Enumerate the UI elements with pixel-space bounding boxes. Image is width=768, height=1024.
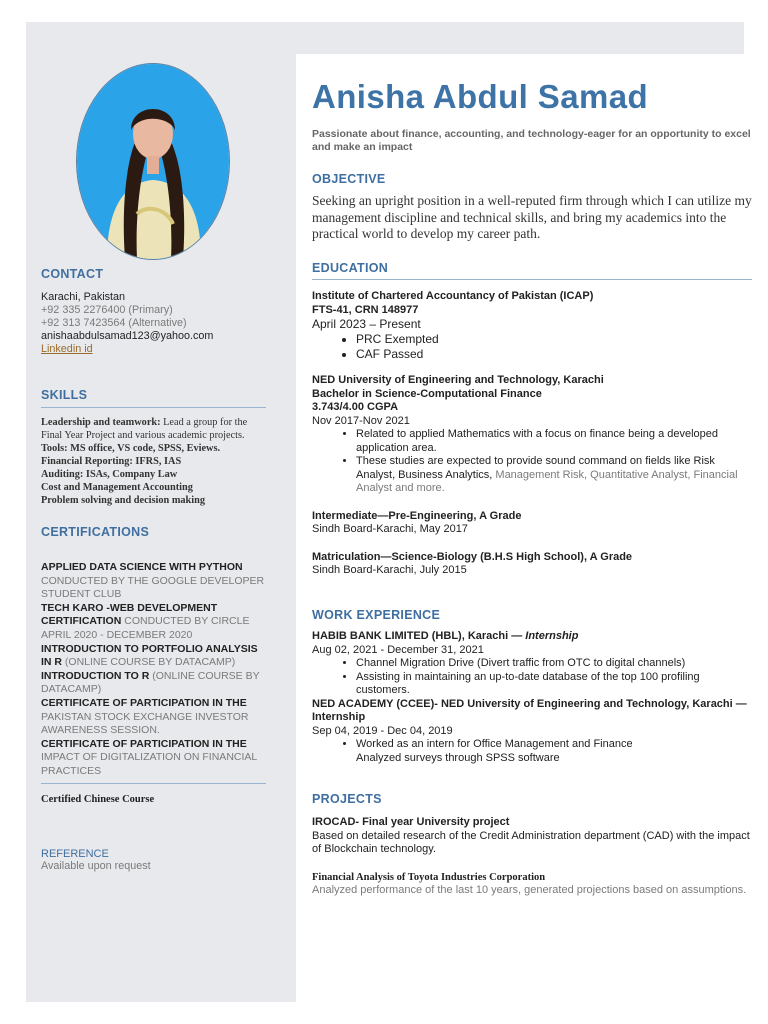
ned-academy-date: Sep 04, 2019 - Dec 04, 2019 xyxy=(312,724,453,737)
contact-section xyxy=(41,267,266,356)
contact-phone-alternative: +92 313 7423564 (Alternative) xyxy=(41,317,187,329)
work-experience-section xyxy=(312,608,752,765)
skill-financial-reporting: Financial Reporting: IFRS, IAS xyxy=(41,456,182,467)
contact-heading: CONTACT xyxy=(41,267,104,281)
intermediate-title: Intermediate—Pre-Engineering, A Grade xyxy=(312,509,522,522)
cert-portfolio-analysis: INTRODUCTION TO PORTFOLIO ANALYSIS IN R (ONLINE COURSE BY DATACAMP) xyxy=(41,642,258,669)
ned-academy-line-2: Analyzed surveys through SPSS software xyxy=(356,751,560,764)
cert-psx-desc: PAKISTAN STOCK EXCHANGE INVESTOR AWARENESS SESSION. xyxy=(41,710,249,737)
cert-digitalization-desc: IMPACT OF DIGITALIZATION ON FINANCIAL PRACTICES xyxy=(41,751,257,777)
hbl-date: Aug 02, 2021 - December 31, 2021 xyxy=(312,643,484,656)
cert-tech-karo-date: APRIL 2020 - DECEMBER 2020 xyxy=(41,628,193,641)
skill-auditing: Auditing: ISAs, Company Law xyxy=(41,469,178,480)
ned-bullet-2: • These studies are expected to provide sound command on fields like Risk Analyst, Business Analytics, Management Risk, Quantitative Analyst, Financial Analyst and more. xyxy=(356,455,752,496)
contact-phone-primary: +92 335 2276400 (Primary) xyxy=(41,304,173,316)
cert-psx-title: CERTIFICATE OF PARTICIPATION IN THE xyxy=(41,696,247,709)
education-section xyxy=(312,261,752,578)
intermediate-board: Sindh Board-Karachi, May 2017 xyxy=(312,523,468,535)
certifications-divider xyxy=(41,783,266,784)
header xyxy=(312,78,752,154)
projects-section xyxy=(312,792,752,898)
ned-institution: NED University of Engineering and Technology, Karachi xyxy=(312,374,604,386)
matriculation-board: Sindh Board-Karachi, July 2015 xyxy=(312,564,467,576)
icap-caf-passed: • CAF Passed xyxy=(356,347,752,362)
hbl-title: HABIB BANK LIMITED (HBL), Karachi — Internship xyxy=(312,630,579,642)
icap-prc-exempted: • PRC Exempted xyxy=(356,332,752,347)
certifications-heading: CERTIFICATIONS xyxy=(41,525,150,539)
cert-tech-karo: TECH KARO -WEB DEVELOPMENT CERTIFICATION CONDUCTED BY CIRCLE xyxy=(41,601,250,628)
cert-applied-data-science-desc: CONDUCTED BY THE GOOGLE DEVELOPER STUDENT CLUB xyxy=(41,574,265,601)
header-band xyxy=(296,22,744,54)
matriculation-title: Matriculation—Science-Biology (B.H.S High School), A Grade xyxy=(312,550,633,563)
skill-tools: Tools: MS office, VS code, SPSS, Eviews. xyxy=(41,443,221,454)
ned-cgpa: 3.743/4.00 CGPA xyxy=(312,401,399,413)
project-irocad-description: Based on detailed research of the Credit Administration department (CAD) with the impact of Blockchain technology. xyxy=(312,829,750,855)
contact-city: Karachi, Pakistan xyxy=(41,291,126,303)
tagline: Passionate about finance, accounting, and technology-eager for an opportunity to excel and make an impact xyxy=(312,128,751,153)
work-experience-heading: WORK EXPERIENCE xyxy=(312,608,441,622)
skills-heading: SKILLS xyxy=(41,388,266,408)
skill-leadership: Leadership and teamwork: Lead a group for the Final Year Project and various academic projects. xyxy=(41,417,248,441)
hbl-bullet-2: • Assisting in maintaining an up-to-date database of the top 100 profiling customers. xyxy=(356,671,752,698)
education-heading: EDUCATION xyxy=(312,261,752,280)
ned-date: Nov 2017-Nov 2021 xyxy=(312,414,410,427)
contact-email[interactable]: anishaabdulsamad123@yahoo.com xyxy=(41,330,214,342)
certifications-section xyxy=(41,525,266,805)
project-toyota-title: Financial Analysis of Toyota Industries Corporation xyxy=(312,871,546,883)
icap-date: April 2023 – Present xyxy=(312,317,421,331)
skill-cost-accounting: Cost and Management Accounting xyxy=(41,482,193,493)
reference-heading: REFERENCE xyxy=(41,848,109,860)
project-toyota-description: Analyzed performance of the last 10 years, generated projections based on assumptions. xyxy=(312,884,747,896)
icap-id: FTS-41, CRN 148977 xyxy=(312,303,419,316)
skill-problem-solving: Problem solving and decision making xyxy=(41,495,206,506)
candidate-name: Anisha Abdul Samad xyxy=(312,78,649,115)
ned-bullet-1: • Related to applied Mathematics with a focus on finance being a developed application area. xyxy=(356,428,752,455)
reference-section xyxy=(41,848,266,873)
ned-degree: Bachelor in Science-Computational Finance xyxy=(312,387,542,400)
project-irocad-title: IROCAD- Final year University project xyxy=(312,816,510,828)
icap-institution: Institute of Chartered Accountancy of Pakistan (ICAP) xyxy=(312,290,594,302)
objective-heading: OBJECTIVE xyxy=(312,172,386,186)
projects-heading: PROJECTS xyxy=(312,792,382,806)
ned-academy-bullet-1: • Worked as an intern for Office Management and Finance xyxy=(356,738,752,752)
cert-digitalization-title: CERTIFICATE OF PARTICIPATION IN THE xyxy=(41,737,247,750)
cert-intro-r: INTRODUCTION TO R (ONLINE COURSE BY DATACAMP) xyxy=(41,669,260,696)
reference-text: Available upon request xyxy=(41,860,151,872)
hbl-bullet-1: • Channel Migration Drive (Divert traffic from OTC to digital channels) xyxy=(356,657,752,671)
cert-chinese-course: Certified Chinese Course xyxy=(41,793,155,805)
ned-academy-title: NED ACADEMY (CCEE)- NED University of Engineering and Technology, Karachi — Internship xyxy=(312,697,747,723)
profile-photo xyxy=(76,63,230,260)
cert-applied-data-science-title: APPLIED DATA SCIENCE WITH PYTHON xyxy=(41,561,243,573)
objective-section xyxy=(312,172,752,243)
linkedin-link[interactable]: Linkedin id xyxy=(41,343,93,355)
skills-section xyxy=(41,388,266,507)
objective-text: Seeking an upright position in a well-reputed firm through which I can utilize my management discipline and technical skills, and bring my academics into the practical world to develop my career path. xyxy=(312,193,752,241)
